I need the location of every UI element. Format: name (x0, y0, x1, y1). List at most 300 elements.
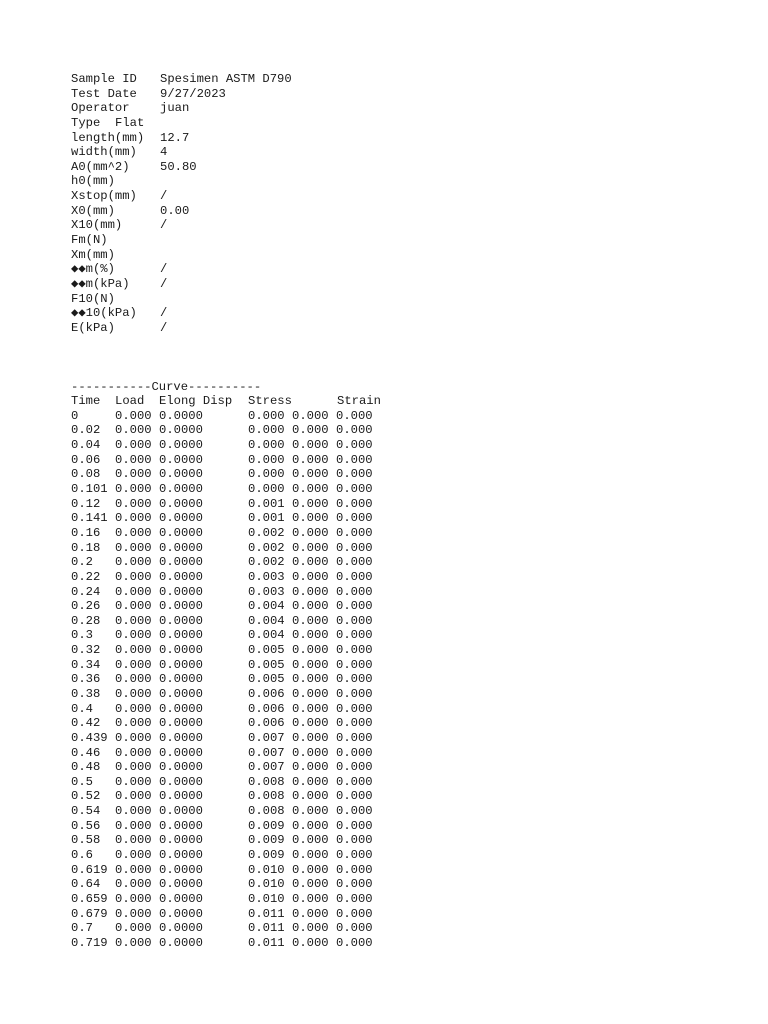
cell-stress: 0.007 (248, 760, 285, 775)
cell-elong-disp: 0.0000 (159, 467, 203, 482)
cell-strain: 0.000 (336, 467, 373, 482)
parameter-fields (71, 131, 731, 336)
cell-time: 0.54 (71, 804, 101, 819)
cell-elong-disp: 0.0000 (159, 613, 203, 628)
cell-time: 0.56 (71, 818, 101, 833)
cell-stress: 0.008 (248, 789, 285, 804)
cell-strain: 0.000 (336, 833, 373, 848)
curve-table-header (71, 394, 731, 409)
cell-load: 0.000 (115, 730, 152, 745)
field-row-operator (71, 101, 731, 116)
cell-time: 0.32 (71, 643, 101, 658)
table-row (71, 526, 731, 541)
table-row (71, 555, 731, 570)
field-value: 12.7 (160, 130, 190, 145)
table-row (71, 789, 731, 804)
field-row (71, 321, 731, 336)
cell-load: 0.000 (115, 891, 152, 906)
cell-load: 0.000 (115, 452, 152, 467)
table-row (71, 614, 731, 629)
cell-elong-disp: 0.0000 (159, 716, 203, 731)
table-row (71, 628, 731, 643)
cell-stress: 0.010 (248, 877, 285, 892)
field-row (71, 145, 731, 160)
table-row (71, 775, 731, 790)
cell-value: 0.000 (292, 789, 329, 804)
cell-load: 0.000 (115, 628, 152, 643)
field-label: ◆◆10(kPa) (71, 306, 137, 321)
cell-stress: 0.001 (248, 496, 285, 511)
field-row (71, 292, 731, 307)
cell-value: 0.000 (292, 643, 329, 658)
cell-stress: 0.007 (248, 745, 285, 760)
cell-stress: 0.010 (248, 891, 285, 906)
cell-load: 0.000 (115, 833, 152, 848)
cell-elong-disp: 0.0000 (159, 643, 203, 658)
cell-load: 0.000 (115, 511, 152, 526)
cell-value: 0.000 (292, 438, 329, 453)
cell-load: 0.000 (115, 584, 152, 599)
field-label: Type (71, 115, 101, 130)
cell-value: 0.000 (292, 745, 329, 760)
cell-time: 0.26 (71, 599, 101, 614)
cell-value: 0.000 (292, 862, 329, 877)
cell-elong-disp: 0.0000 (159, 877, 203, 892)
cell-load: 0.000 (115, 672, 152, 687)
cell-strain: 0.000 (336, 818, 373, 833)
field-value: / (160, 189, 168, 204)
field-value: / (160, 306, 168, 321)
cell-strain: 0.000 (336, 511, 373, 526)
cell-time: 0.38 (71, 686, 101, 701)
cell-stress: 0.011 (248, 921, 285, 936)
cell-time: 0.06 (71, 452, 101, 467)
cell-time: 0.719 (71, 935, 108, 950)
field-value: 0.00 (160, 203, 190, 218)
cell-stress: 0.004 (248, 628, 285, 643)
cell-time: 0.18 (71, 540, 101, 555)
cell-value: 0.000 (292, 496, 329, 511)
field-value: / (160, 262, 168, 277)
field-label: width(mm) (71, 145, 137, 160)
cell-value: 0.000 (292, 525, 329, 540)
cell-stress: 0.011 (248, 935, 285, 950)
field-row (71, 262, 731, 277)
cell-elong-disp: 0.0000 (159, 745, 203, 760)
cell-elong-disp: 0.0000 (159, 496, 203, 511)
cell-strain: 0.000 (336, 555, 373, 570)
cell-elong-disp: 0.0000 (159, 438, 203, 453)
cell-load: 0.000 (115, 848, 152, 863)
cell-time: 0.6 (71, 848, 93, 863)
cell-elong-disp: 0.0000 (159, 408, 203, 423)
cell-strain: 0.000 (336, 862, 373, 877)
cell-elong-disp: 0.0000 (159, 833, 203, 848)
cell-load: 0.000 (115, 657, 152, 672)
column-header-time: Time (71, 394, 101, 409)
cell-elong-disp: 0.0000 (159, 730, 203, 745)
cell-load: 0.000 (115, 555, 152, 570)
curve-table-body (71, 409, 731, 951)
cell-stress: 0.000 (248, 408, 285, 423)
cell-elong-disp: 0.0000 (159, 657, 203, 672)
cell-strain: 0.000 (336, 643, 373, 658)
cell-value: 0.000 (292, 599, 329, 614)
field-row (71, 218, 731, 233)
cell-value: 0.000 (292, 935, 329, 950)
table-row (71, 438, 731, 453)
field-row (71, 248, 731, 263)
field-row (71, 233, 731, 248)
field-label: F10(N) (71, 291, 115, 306)
field-row-test-date (71, 87, 731, 102)
cell-value: 0.000 (292, 921, 329, 936)
cell-load: 0.000 (115, 496, 152, 511)
cell-strain: 0.000 (336, 540, 373, 555)
cell-value: 0.000 (292, 848, 329, 863)
field-label: X10(mm) (71, 218, 123, 233)
table-row (71, 702, 731, 717)
field-value: 4 (160, 145, 168, 160)
header-fields (71, 72, 731, 131)
cell-load: 0.000 (115, 613, 152, 628)
cell-strain: 0.000 (336, 452, 373, 467)
field-label: Sample ID (71, 72, 137, 86)
cell-strain: 0.000 (336, 760, 373, 775)
cell-strain: 0.000 (336, 672, 373, 687)
cell-stress: 0.001 (248, 511, 285, 526)
table-row (71, 892, 731, 907)
field-label: E(kPa) (71, 320, 115, 335)
table-row (71, 482, 731, 497)
cell-load: 0.000 (115, 716, 152, 731)
cell-time: 0.4 (71, 701, 93, 716)
cell-load: 0.000 (115, 789, 152, 804)
table-row (71, 833, 731, 848)
cell-load: 0.000 (115, 467, 152, 482)
cell-load: 0.000 (115, 408, 152, 423)
cell-load: 0.000 (115, 525, 152, 540)
cell-load: 0.000 (115, 804, 152, 819)
table-row (71, 877, 731, 892)
field-value: / (160, 218, 168, 233)
cell-elong-disp: 0.0000 (159, 686, 203, 701)
cell-time: 0.7 (71, 921, 93, 936)
cell-elong-disp: 0.0000 (159, 789, 203, 804)
table-row (71, 804, 731, 819)
table-row (71, 848, 731, 863)
cell-load: 0.000 (115, 482, 152, 497)
cell-strain: 0.000 (336, 848, 373, 863)
table-row (71, 863, 731, 878)
cell-stress: 0.004 (248, 599, 285, 614)
cell-strain: 0.000 (336, 599, 373, 614)
cell-elong-disp: 0.0000 (159, 584, 203, 599)
table-row (71, 936, 731, 951)
field-row (71, 189, 731, 204)
cell-load: 0.000 (115, 877, 152, 892)
table-row (71, 760, 731, 775)
column-header-elong-disp: Elong Disp (159, 394, 233, 409)
cell-strain: 0.000 (336, 701, 373, 716)
cell-strain: 0.000 (336, 906, 373, 921)
field-value: / (160, 320, 168, 335)
section-spacer (71, 336, 731, 380)
cell-stress: 0.009 (248, 833, 285, 848)
cell-stress: 0.005 (248, 672, 285, 687)
cell-value: 0.000 (292, 628, 329, 643)
cell-time: 0.659 (71, 891, 108, 906)
cell-value: 0.000 (292, 540, 329, 555)
table-row (71, 453, 731, 468)
cell-value: 0.000 (292, 716, 329, 731)
cell-stress: 0.008 (248, 804, 285, 819)
field-label: Test Date (71, 86, 137, 101)
cell-value: 0.000 (292, 569, 329, 584)
cell-elong-disp: 0.0000 (159, 760, 203, 775)
field-value: 50.80 (160, 159, 197, 174)
cell-strain: 0.000 (336, 730, 373, 745)
cell-elong-disp: 0.0000 (159, 555, 203, 570)
field-label: Xstop(mm) (71, 189, 137, 204)
cell-stress: 0.000 (248, 452, 285, 467)
field-row (71, 131, 731, 146)
cell-time: 0.22 (71, 569, 101, 584)
cell-stress: 0.000 (248, 438, 285, 453)
cell-stress: 0.000 (248, 423, 285, 438)
cell-stress: 0.003 (248, 569, 285, 584)
cell-elong-disp: 0.0000 (159, 628, 203, 643)
cell-strain: 0.000 (336, 774, 373, 789)
cell-time: 0 (71, 408, 79, 423)
table-row (71, 731, 731, 746)
cell-elong-disp: 0.0000 (159, 921, 203, 936)
cell-time: 0.48 (71, 760, 101, 775)
cell-strain: 0.000 (336, 716, 373, 731)
table-row (71, 921, 731, 936)
cell-value: 0.000 (292, 833, 329, 848)
cell-stress: 0.008 (248, 774, 285, 789)
cell-load: 0.000 (115, 423, 152, 438)
cell-strain: 0.000 (336, 482, 373, 497)
field-row-type (71, 116, 731, 131)
cell-strain: 0.000 (336, 628, 373, 643)
field-value: 9/27/2023 (160, 86, 226, 101)
cell-stress: 0.006 (248, 716, 285, 731)
cell-time: 0.24 (71, 584, 101, 599)
cell-load: 0.000 (115, 643, 152, 658)
field-value: Flat (115, 115, 145, 130)
cell-value: 0.000 (292, 452, 329, 467)
column-header-load: Load (115, 394, 145, 409)
cell-strain: 0.000 (336, 804, 373, 819)
cell-value: 0.000 (292, 686, 329, 701)
cell-elong-disp: 0.0000 (159, 906, 203, 921)
cell-stress: 0.005 (248, 643, 285, 658)
cell-time: 0.52 (71, 789, 101, 804)
field-row (71, 306, 731, 321)
cell-time: 0.101 (71, 482, 108, 497)
cell-stress: 0.009 (248, 818, 285, 833)
cell-load: 0.000 (115, 438, 152, 453)
cell-load: 0.000 (115, 862, 152, 877)
cell-time: 0.16 (71, 525, 101, 540)
cell-value: 0.000 (292, 423, 329, 438)
cell-load: 0.000 (115, 599, 152, 614)
cell-elong-disp: 0.0000 (159, 804, 203, 819)
cell-time: 0.679 (71, 906, 108, 921)
cell-elong-disp: 0.0000 (159, 540, 203, 555)
cell-value: 0.000 (292, 760, 329, 775)
cell-strain: 0.000 (336, 657, 373, 672)
cell-value: 0.000 (292, 555, 329, 570)
cell-strain: 0.000 (336, 408, 373, 423)
cell-stress: 0.003 (248, 584, 285, 599)
cell-elong-disp: 0.0000 (159, 525, 203, 540)
cell-value: 0.000 (292, 657, 329, 672)
field-label: Xm(mm) (71, 247, 115, 262)
cell-value: 0.000 (292, 804, 329, 819)
cell-value: 0.000 (292, 482, 329, 497)
cell-stress: 0.002 (248, 525, 285, 540)
cell-value: 0.000 (292, 672, 329, 687)
cell-load: 0.000 (115, 540, 152, 555)
field-label: X0(mm) (71, 203, 115, 218)
table-row (71, 819, 731, 834)
field-value: Spesimen ASTM D790 (160, 72, 292, 86)
cell-time: 0.141 (71, 511, 108, 526)
cell-value: 0.000 (292, 906, 329, 921)
cell-strain: 0.000 (336, 891, 373, 906)
cell-time: 0.64 (71, 877, 101, 892)
field-label: ◆◆m(kPa) (71, 276, 130, 291)
cell-strain: 0.000 (336, 496, 373, 511)
table-row (71, 497, 731, 512)
cell-stress: 0.009 (248, 848, 285, 863)
cell-strain: 0.000 (336, 921, 373, 936)
cell-strain: 0.000 (336, 745, 373, 760)
cell-time: 0.46 (71, 745, 101, 760)
cell-strain: 0.000 (336, 789, 373, 804)
cell-stress: 0.002 (248, 555, 285, 570)
cell-strain: 0.000 (336, 569, 373, 584)
cell-elong-disp: 0.0000 (159, 599, 203, 614)
cell-value: 0.000 (292, 891, 329, 906)
cell-load: 0.000 (115, 921, 152, 936)
cell-strain: 0.000 (336, 877, 373, 892)
cell-time: 0.02 (71, 423, 101, 438)
cell-stress: 0.006 (248, 701, 285, 716)
cell-load: 0.000 (115, 745, 152, 760)
field-label: h0(mm) (71, 174, 115, 189)
cell-time: 0.439 (71, 730, 108, 745)
cell-load: 0.000 (115, 569, 152, 584)
cell-elong-disp: 0.0000 (159, 482, 203, 497)
cell-stress: 0.011 (248, 906, 285, 921)
cell-elong-disp: 0.0000 (159, 848, 203, 863)
cell-strain: 0.000 (336, 438, 373, 453)
cell-load: 0.000 (115, 935, 152, 950)
field-label: A0(mm^2) (71, 159, 130, 174)
cell-stress: 0.005 (248, 657, 285, 672)
cell-time: 0.04 (71, 438, 101, 453)
table-row (71, 423, 731, 438)
cell-stress: 0.004 (248, 613, 285, 628)
cell-time: 0.2 (71, 555, 93, 570)
cell-value: 0.000 (292, 511, 329, 526)
table-row (71, 672, 731, 687)
field-row (71, 204, 731, 219)
cell-elong-disp: 0.0000 (159, 935, 203, 950)
cell-stress: 0.002 (248, 540, 285, 555)
column-header-strain: Strain (337, 394, 381, 409)
cell-time: 0.34 (71, 657, 101, 672)
cell-elong-disp: 0.0000 (159, 774, 203, 789)
cell-value: 0.000 (292, 584, 329, 599)
field-row (71, 160, 731, 175)
table-row (71, 716, 731, 731)
cell-value: 0.000 (292, 467, 329, 482)
cell-load: 0.000 (115, 686, 152, 701)
cell-value: 0.000 (292, 877, 329, 892)
cell-elong-disp: 0.0000 (159, 862, 203, 877)
cell-elong-disp: 0.0000 (159, 701, 203, 716)
table-row (71, 658, 731, 673)
table-row (71, 570, 731, 585)
table-row (71, 599, 731, 614)
cell-elong-disp: 0.0000 (159, 569, 203, 584)
cell-load: 0.000 (115, 818, 152, 833)
cell-value: 0.000 (292, 774, 329, 789)
field-row (71, 277, 731, 292)
table-row (71, 746, 731, 761)
table-row (71, 409, 731, 424)
field-label: Fm(N) (71, 233, 108, 248)
cell-time: 0.3 (71, 628, 93, 643)
curve-section-title: -----------Curve---------- (71, 379, 262, 394)
field-value: juan (160, 101, 190, 116)
cell-time: 0.08 (71, 467, 101, 482)
cell-strain: 0.000 (336, 423, 373, 438)
field-label: Operator (71, 101, 130, 116)
cell-time: 0.36 (71, 672, 101, 687)
cell-stress: 0.000 (248, 467, 285, 482)
cell-load: 0.000 (115, 701, 152, 716)
cell-strain: 0.000 (336, 935, 373, 950)
cell-time: 0.12 (71, 496, 101, 511)
cell-load: 0.000 (115, 774, 152, 789)
cell-load: 0.000 (115, 760, 152, 775)
column-header-stress: Stress (248, 394, 292, 409)
table-row (71, 687, 731, 702)
cell-elong-disp: 0.0000 (159, 511, 203, 526)
table-row (71, 585, 731, 600)
cell-strain: 0.000 (336, 584, 373, 599)
field-label: ◆◆m(%) (71, 262, 115, 277)
cell-elong-disp: 0.0000 (159, 891, 203, 906)
field-row (71, 174, 731, 189)
table-row (71, 511, 731, 526)
cell-value: 0.000 (292, 818, 329, 833)
test-report-document (71, 72, 731, 951)
cell-time: 0.42 (71, 716, 101, 731)
cell-time: 0.28 (71, 613, 101, 628)
table-row (71, 907, 731, 922)
cell-strain: 0.000 (336, 613, 373, 628)
table-row (71, 467, 731, 482)
cell-value: 0.000 (292, 730, 329, 745)
cell-time: 0.5 (71, 774, 93, 789)
